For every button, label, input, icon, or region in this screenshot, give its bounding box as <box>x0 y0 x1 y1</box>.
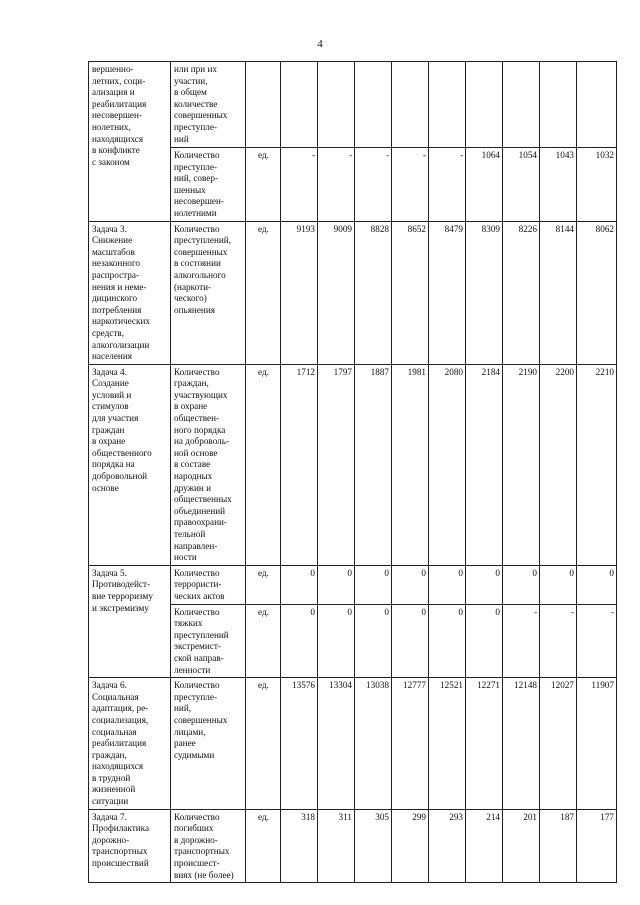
value-cell: 177 <box>577 809 617 883</box>
value-cell: - <box>503 604 540 678</box>
value-cell: 9193 <box>281 221 318 364</box>
value-cell: 0 <box>392 565 429 604</box>
indicator-cell: Количество преступлений, совершенных в состоянии алкогольного (наркоти- ческого) опьянения <box>171 221 246 364</box>
value-cell: 1032 <box>577 148 617 222</box>
value-cell: 8652 <box>392 221 429 364</box>
value-cell: 0 <box>429 604 466 678</box>
table-row <box>89 364 617 565</box>
value-cell: 8309 <box>466 221 503 364</box>
page-number: 4 <box>317 38 323 50</box>
value-cell: 0 <box>392 604 429 678</box>
value-cell: 8226 <box>503 221 540 364</box>
value-cell <box>577 62 617 148</box>
value-cell: 305 <box>355 809 392 883</box>
unit-cell: ед. <box>246 809 281 883</box>
value-cell <box>503 62 540 148</box>
value-cell: - <box>392 148 429 222</box>
value-cell: 2210 <box>577 364 617 565</box>
unit-cell: ед. <box>246 148 281 222</box>
value-cell: 13304 <box>318 678 355 810</box>
value-cell: 0 <box>466 565 503 604</box>
task-cell: Задача 6. Социальная адаптация, ре- социализация, социальная реабилитация граждан, находящихся в трудной жизненной ситуации <box>89 678 171 810</box>
value-cell: 12148 <box>503 678 540 810</box>
value-cell: 0 <box>281 565 318 604</box>
value-cell: 12521 <box>429 678 466 810</box>
task-cell: Задача 5. Противодейст- вие терроризму и экстремизму <box>89 565 171 677</box>
value-cell: 1887 <box>355 364 392 565</box>
unit-cell: ед. <box>246 604 281 678</box>
value-cell: 12027 <box>540 678 577 810</box>
value-cell: - <box>429 148 466 222</box>
value-cell: 2190 <box>503 364 540 565</box>
value-cell: 9009 <box>318 221 355 364</box>
value-cell: - <box>577 604 617 678</box>
value-cell: 8828 <box>355 221 392 364</box>
value-cell: 0 <box>540 565 577 604</box>
value-cell: - <box>355 148 392 222</box>
task-cell: Задача 3. Снижение масштабов незаконного распростра- нения и неме- дицинского потребления наркотических средств, алкоголизации населения <box>89 221 171 364</box>
value-cell: 0 <box>355 604 392 678</box>
value-cell: 12777 <box>392 678 429 810</box>
value-cell: 214 <box>466 809 503 883</box>
task-cell: вершенно- летних, соци- ализация и реабилитация несовершен- нолетних, находящихся в конфликте с законом <box>89 62 171 222</box>
value-cell: 8479 <box>429 221 466 364</box>
task-cell: Задача 4. Создание условий и стимулов для участия граждан в охране общественного порядка на добровольной основе <box>89 364 171 565</box>
value-cell: - <box>540 604 577 678</box>
value-cell: 0 <box>429 565 466 604</box>
table-row <box>89 221 617 364</box>
unit-cell: ед. <box>246 678 281 810</box>
unit-cell: ед. <box>246 221 281 364</box>
value-cell: 1054 <box>503 148 540 222</box>
value-cell: 1064 <box>466 148 503 222</box>
value-cell <box>281 62 318 148</box>
unit-cell: ед. <box>246 364 281 565</box>
value-cell: 0 <box>355 565 392 604</box>
value-cell: 0 <box>318 565 355 604</box>
value-cell: - <box>281 148 318 222</box>
value-cell: 0 <box>577 565 617 604</box>
value-cell: 2200 <box>540 364 577 565</box>
indicators-table <box>88 61 617 883</box>
value-cell: 1712 <box>281 364 318 565</box>
value-cell: 1797 <box>318 364 355 565</box>
indicator-cell: или при их участии, в общем количестве совершенных преступле- ний <box>171 62 246 148</box>
value-cell: 2080 <box>429 364 466 565</box>
unit-cell <box>246 62 281 148</box>
unit-cell: ед. <box>246 565 281 604</box>
value-cell: 0 <box>318 604 355 678</box>
value-cell: 2184 <box>466 364 503 565</box>
value-cell: 187 <box>540 809 577 883</box>
indicator-cell: Количество преступле- ний, совер- шенных несовершен- нолетними <box>171 148 246 222</box>
value-cell: 1981 <box>392 364 429 565</box>
value-cell <box>540 62 577 148</box>
table-body <box>89 62 617 883</box>
indicator-cell: Количество граждан, участвующих в охране обществен- ного порядка на доброволь- ной основе в составе народных дружин и общественных объединений правоохрани- тельной направлен- ности <box>171 364 246 565</box>
value-cell: 0 <box>466 604 503 678</box>
value-cell: 12271 <box>466 678 503 810</box>
table-row <box>89 62 617 148</box>
table-row <box>89 565 617 604</box>
value-cell: 13576 <box>281 678 318 810</box>
table-row <box>89 678 617 810</box>
value-cell: 8144 <box>540 221 577 364</box>
value-cell: 299 <box>392 809 429 883</box>
value-cell: 13038 <box>355 678 392 810</box>
indicator-cell: Количество преступле- ний, совершенных лицами, ранее судимыми <box>171 678 246 810</box>
table-row <box>89 809 617 883</box>
value-cell: 8062 <box>577 221 617 364</box>
value-cell <box>318 62 355 148</box>
value-cell: 0 <box>281 604 318 678</box>
value-cell: 318 <box>281 809 318 883</box>
value-cell <box>466 62 503 148</box>
value-cell <box>429 62 466 148</box>
value-cell: 311 <box>318 809 355 883</box>
indicator-cell: Количество террористи- ческих актов <box>171 565 246 604</box>
value-cell: 1043 <box>540 148 577 222</box>
value-cell: - <box>318 148 355 222</box>
task-cell: Задача 7. Профилактика дорожно- транспортных происшествий <box>89 809 171 883</box>
value-cell: 11907 <box>577 678 617 810</box>
indicator-cell: Количество погибших в дорожно- транспортных происшест- виях (не более) <box>171 809 246 883</box>
value-cell: 293 <box>429 809 466 883</box>
value-cell: 201 <box>503 809 540 883</box>
value-cell <box>355 62 392 148</box>
value-cell <box>392 62 429 148</box>
indicator-cell: Количество тяжких преступлений экстремист- ской направ- ленности <box>171 604 246 678</box>
value-cell: 0 <box>503 565 540 604</box>
